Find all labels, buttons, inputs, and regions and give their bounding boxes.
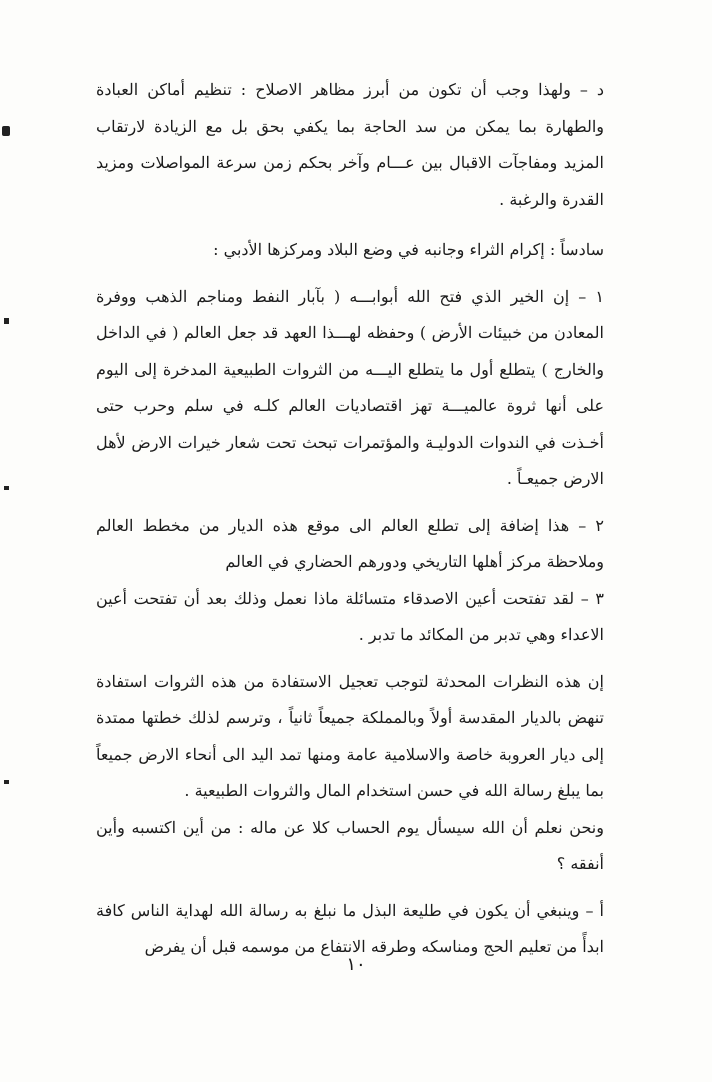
spacer bbox=[96, 498, 604, 508]
paragraph-views: إن هذه النظرات المحدثة لتوجب تعجيل الاستفادة من هذه الثروات استفادة تنهض بالديار المقدسة أولاً وبالمملكة جميعاً ثانياً ، وترسم لذلك خطتها ممتدة إلى ديار العروبة خاصة والاسلامية عامة ومنها تمد اليد الى أنحاء الارض جميعاً بما يبلغ رسالة الله في حسن استخدام المال والثروات الطبيعية . bbox=[96, 671, 604, 800]
paragraph-dal: د – ولهذا وجب أن تكون من أبرز مظاهر الاصلاح : تنظيم أماكن العبادة والطهارة بما يمكن من سد الحاجة بما يكفي بحق بل مع الزيادة لارتقاب المزيد ومفاجآت الاقبال بين عـــام وآخر بحكم زمن سرعة المواصلات ومزيد القدرة والرغبة . bbox=[96, 80, 605, 209]
body-text bbox=[96, 72, 604, 966]
list-item-2: ٢ – هذا إضافة إلى تطلع العالم الى موقع هذه الديار من مخطط العالم وملاحظة مركز أهلها التاريخي ودورهم الحضاري في العالم bbox=[96, 515, 604, 571]
page-number: ١٠ bbox=[346, 954, 366, 975]
section-heading-6: سادساً : إكرام الثراء وجانبه في وضع البلاد ومركزها الأدبي : bbox=[213, 240, 604, 259]
scan-edge-mark bbox=[4, 780, 9, 784]
paragraph-alif: أ – وينبغي أن يكون في طليعة البذل ما نبلغ به رسالة الله لهداية الناس كافة ابدأً من تعليم الحج ومناسكه وطرقه الانتفاع من موسمه قبل أن يفرض bbox=[96, 900, 604, 956]
scan-edge-mark bbox=[2, 126, 10, 136]
spacer bbox=[96, 269, 604, 279]
paragraph-reckoning: ونحن نعلم أن الله سيسأل يوم الحساب كلا عن ماله : من أين اكتسبه وأين أنفقه ؟ bbox=[96, 817, 604, 873]
list-item-3: ٣ – لقد تفتحت أعين الاصدقاء متسائلة ماذا نعمل وذلك بعد أن تفتحت أعين الاعداء وهي تدبر من المكائد ما تدبر . bbox=[96, 588, 604, 644]
scan-edge-mark bbox=[4, 318, 9, 324]
spacer bbox=[96, 654, 604, 664]
list-item-1: ١ – إن الخير الذي فتح الله أبوابـــه ( بآبار النفط ومناجم الذهب ووفرة المعادن من خبيئات الأرض ) وحفظه لهـــذا العهد قد جعل العالم ( في الداخل والخارج ) يتطلع أول ما يتطلع اليـــه من الثروات الطبيعية المدخرة إلى اليوم على أنها ثروة عالميـــة تهز اقتصاديات العالم كلـه في سلم وحرب حتى أخـذت في الندوات الدوليـة والمؤتمرات تبحث تحت شعار خيرات الارض لأهل الارض جميعـاً . bbox=[96, 286, 604, 488]
scan-edge-mark bbox=[4, 486, 9, 490]
spacer bbox=[96, 883, 604, 893]
spacer bbox=[96, 218, 604, 232]
